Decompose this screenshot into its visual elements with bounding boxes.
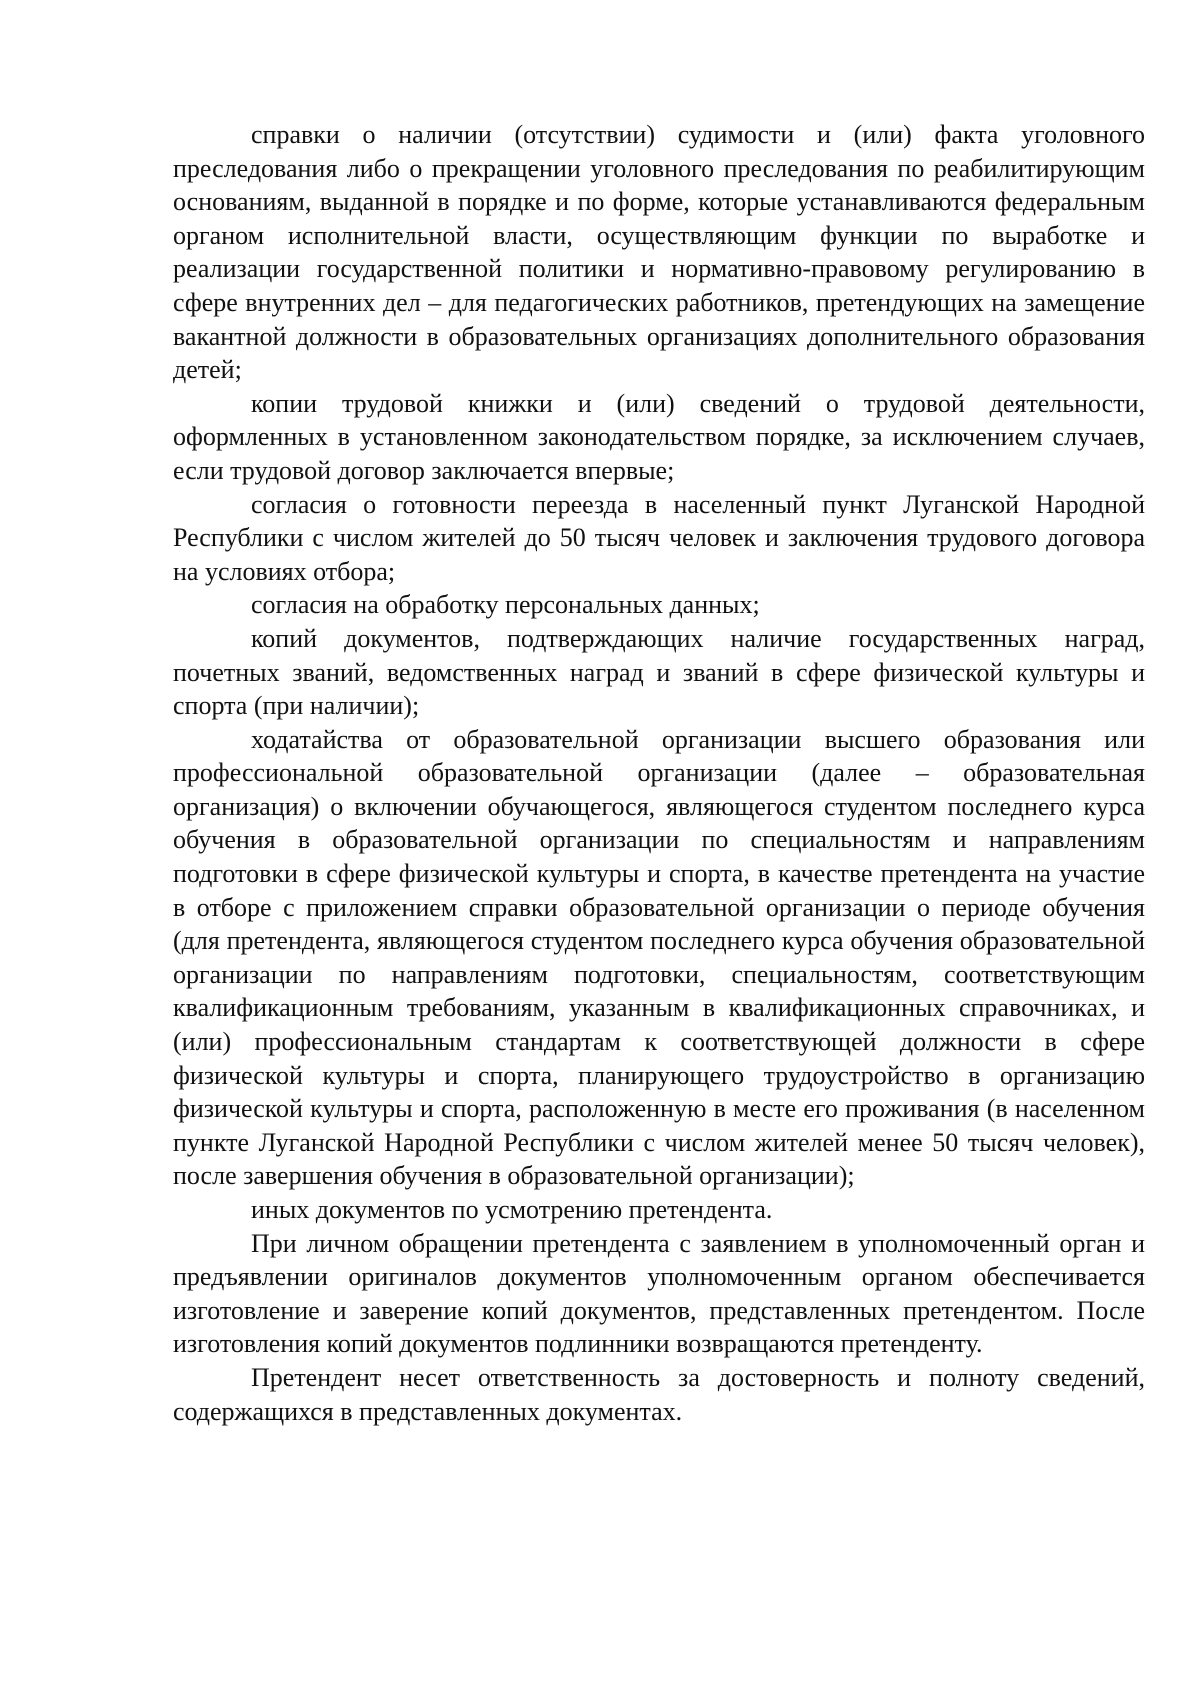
document-page (173, 118, 1145, 1428)
paragraph-criminal-record-certificate: справки о наличии (отсутствии) судимости и (или) факта уголовного преследования либо о прекращении уголовного преследования по реабилитирующим основаниям, выданной в порядке и по форме, которые устанавливаются федеральным органом исполнительной власти, осуществляющим функции по выработке и реализации государственной политики и нормативно-правовому регулированию в сфере внутренних дел – для педагогических работников, претендующих на замещение вакантной должности в образовательных организациях дополнительного образования детей; (173, 120, 1145, 385)
paragraph-awards-copies: копий документов, подтверждающих наличие государственных наград, почетных званий, ведомственных наград и званий в сфере физической культуры и спорта (при наличии); (173, 623, 1145, 721)
paragraph-other-documents: иных документов по усмотрению претендента. (251, 1195, 773, 1224)
paragraph-relocation-consent: согласия о готовности переезда в населенный пункт Луганской Народной Республики с числом жителей до 50 тысяч человек и заключения трудового договора на условиях отбора; (173, 489, 1145, 586)
paragraph-institution-petition: ходатайства от образовательной организации высшего образования или профессиональной образовательной организации (далее – образовательная организация) о включении обучающегося, являющегося студентом последнего курса обучения в образовательной организации по специальностям и направлениям подготовки в сфере физической культуры и спорта, в качестве претендента на участие в отборе с приложением справки образовательной организации о периоде обучения (для претендента, являющегося студентом последнего курса обучения образовательной организации по направлениям подготовки, специальностям, соответствующим квалификационным требованиям, указанным в квалификационных справочниках, и (или) профессиональным стандартам к соответствующей должности в сфере физической культуры и спорта, планирующего трудоустройство в организацию физической культуры и спорта, расположенную в месте его проживания (в населенном пункте Луганской Народной Республики с числом жителей менее 50 тысяч человек), после завершения обучения в образовательной организации); (173, 724, 1145, 1191)
paragraph-work-record-copy: копии трудовой книжки и (или) сведений о трудовой деятельности, оформленных в установленном законодательством порядке, за исключением случаев, если трудовой договор заключается впервые; (173, 388, 1145, 485)
paragraph-applicant-responsibility: Претендент несет ответственность за достоверность и полноту сведений, содержащихся в представленных документах. (173, 1362, 1145, 1426)
paragraph-personal-data-consent: согласия на обработку персональных данных; (251, 590, 760, 620)
paragraph-personal-submission: При личном обращении претендента с заявлением в уполномоченный орган и предъявлении оригиналов документов уполномоченным органом обеспечивается изготовление и заверение копий документов, представленных претендентом. После изготовления копий документов подлинники возвращаются претенденту. (173, 1228, 1145, 1359)
